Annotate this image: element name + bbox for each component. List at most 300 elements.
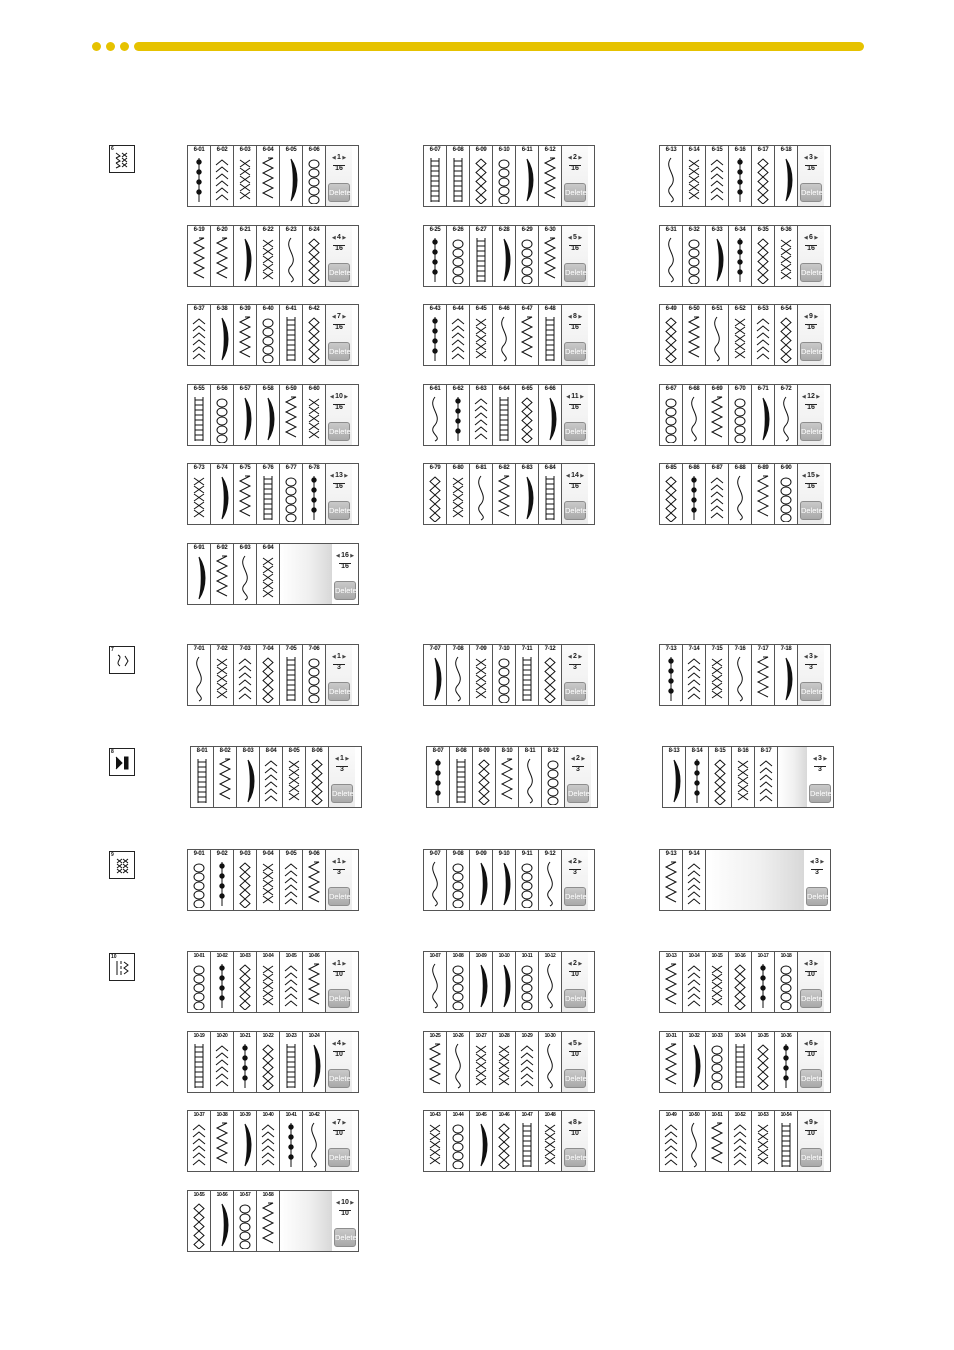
- stitch-cell[interactable]: [706, 226, 729, 286]
- next-page-arrow-icon[interactable]: ▶: [812, 654, 819, 660]
- stitch-cell[interactable]: [660, 385, 683, 445]
- stitch-cell[interactable]: [191, 747, 214, 807]
- category-icon-10[interactable]: [109, 953, 135, 981]
- stitch-cell[interactable]: [234, 850, 257, 910]
- stitch-cell[interactable]: [234, 305, 257, 365]
- prev-page-arrow-icon[interactable]: ◀: [801, 394, 808, 400]
- stitch-cell[interactable]: [752, 645, 775, 705]
- next-page-arrow-icon[interactable]: ▶: [576, 961, 583, 967]
- stitch-cell[interactable]: [188, 146, 211, 206]
- prev-page-arrow-icon[interactable]: ◀: [803, 1120, 810, 1126]
- stitch-cell[interactable]: [234, 464, 257, 524]
- stitch-cell[interactable]: [447, 226, 470, 286]
- stitch-cell[interactable]: [234, 1191, 257, 1251]
- delete-button[interactable]: Delete: [564, 682, 586, 701]
- next-page-arrow-icon[interactable]: ▶: [342, 473, 349, 479]
- stitch-cell[interactable]: [424, 146, 447, 206]
- stitch-cell[interactable]: [516, 226, 539, 286]
- delete-button[interactable]: Delete: [800, 1069, 822, 1088]
- stitch-cell[interactable]: [424, 464, 447, 524]
- stitch-cell[interactable]: [663, 747, 686, 807]
- prev-page-arrow-icon[interactable]: ◀: [801, 473, 808, 479]
- delete-button[interactable]: Delete: [328, 887, 350, 906]
- prev-page-arrow-icon[interactable]: ◀: [334, 756, 341, 762]
- stitch-cell[interactable]: [729, 385, 752, 445]
- stitch-cell[interactable]: [424, 850, 447, 910]
- stitch-cell[interactable]: [752, 1111, 775, 1171]
- stitch-cell[interactable]: [470, 850, 493, 910]
- stitch-cell[interactable]: [775, 1032, 798, 1092]
- prev-page-arrow-icon[interactable]: ◀: [331, 961, 338, 967]
- stitch-cell[interactable]: [542, 747, 565, 807]
- next-page-arrow-icon[interactable]: ▶: [812, 155, 819, 161]
- delete-button[interactable]: Delete: [564, 887, 586, 906]
- stitch-cell[interactable]: [447, 464, 470, 524]
- stitch-cell[interactable]: [447, 1111, 470, 1171]
- stitch-cell[interactable]: [709, 747, 732, 807]
- stitch-cell[interactable]: [539, 305, 562, 365]
- stitch-cell[interactable]: [427, 747, 450, 807]
- next-page-arrow-icon[interactable]: ▶: [342, 394, 349, 400]
- stitch-cell[interactable]: [493, 1032, 516, 1092]
- prev-page-arrow-icon[interactable]: ◀: [331, 859, 338, 865]
- stitch-cell[interactable]: [188, 544, 211, 604]
- stitch-cell[interactable]: [470, 226, 493, 286]
- delete-button[interactable]: Delete: [564, 501, 586, 520]
- stitch-cell[interactable]: [257, 1191, 280, 1251]
- category-icon-9[interactable]: [109, 851, 135, 879]
- stitch-cell[interactable]: [706, 305, 729, 365]
- prev-page-arrow-icon[interactable]: ◀: [331, 314, 338, 320]
- stitch-cell[interactable]: [493, 305, 516, 365]
- stitch-cell[interactable]: [539, 146, 562, 206]
- prev-page-arrow-icon[interactable]: ◀: [335, 553, 342, 559]
- stitch-cell[interactable]: [188, 464, 211, 524]
- next-page-arrow-icon[interactable]: ▶: [579, 756, 586, 762]
- prev-page-arrow-icon[interactable]: ◀: [331, 235, 338, 241]
- prev-page-arrow-icon[interactable]: ◀: [812, 756, 819, 762]
- stitch-cell[interactable]: [447, 952, 470, 1012]
- stitch-cell[interactable]: [234, 226, 257, 286]
- stitch-cell[interactable]: [493, 952, 516, 1012]
- delete-button[interactable]: Delete: [564, 263, 586, 282]
- stitch-cell[interactable]: [493, 226, 516, 286]
- stitch-cell[interactable]: [539, 850, 562, 910]
- stitch-cell[interactable]: [470, 305, 493, 365]
- stitch-cell[interactable]: [775, 305, 798, 365]
- stitch-cell[interactable]: [539, 1032, 562, 1092]
- stitch-cell[interactable]: [660, 305, 683, 365]
- stitch-cell[interactable]: [493, 464, 516, 524]
- stitch-cell[interactable]: [211, 850, 234, 910]
- next-page-arrow-icon[interactable]: ▶: [343, 756, 350, 762]
- prev-page-arrow-icon[interactable]: ◀: [809, 859, 816, 865]
- stitch-cell[interactable]: [424, 1032, 447, 1092]
- stitch-cell[interactable]: [188, 226, 211, 286]
- next-page-arrow-icon[interactable]: ▶: [340, 155, 347, 161]
- stitch-cell[interactable]: [257, 464, 280, 524]
- stitch-cell[interactable]: [211, 385, 234, 445]
- stitch-cell[interactable]: [493, 385, 516, 445]
- stitch-cell[interactable]: [752, 952, 775, 1012]
- stitch-cell[interactable]: [516, 645, 539, 705]
- stitch-cell[interactable]: [516, 1032, 539, 1092]
- category-icon-8[interactable]: [109, 748, 135, 776]
- stitch-cell[interactable]: [660, 146, 683, 206]
- stitch-cell[interactable]: [257, 146, 280, 206]
- delete-button[interactable]: Delete: [800, 682, 822, 701]
- prev-page-arrow-icon[interactable]: ◀: [567, 1120, 574, 1126]
- stitch-cell[interactable]: [539, 645, 562, 705]
- stitch-cell[interactable]: [752, 146, 775, 206]
- stitch-cell[interactable]: [211, 1032, 234, 1092]
- stitch-cell[interactable]: [280, 645, 303, 705]
- stitch-cell[interactable]: [539, 226, 562, 286]
- next-page-arrow-icon[interactable]: ▶: [812, 961, 819, 967]
- prev-page-arrow-icon[interactable]: ◀: [803, 235, 810, 241]
- stitch-cell[interactable]: [280, 952, 303, 1012]
- stitch-cell[interactable]: [424, 645, 447, 705]
- stitch-cell[interactable]: [283, 747, 306, 807]
- stitch-cell[interactable]: [214, 747, 237, 807]
- stitch-cell[interactable]: [211, 464, 234, 524]
- stitch-cell[interactable]: [303, 1111, 326, 1171]
- stitch-cell[interactable]: [775, 226, 798, 286]
- stitch-cell[interactable]: [303, 850, 326, 910]
- stitch-cell[interactable]: [303, 464, 326, 524]
- stitch-cell[interactable]: [424, 226, 447, 286]
- prev-page-arrow-icon[interactable]: ◀: [567, 314, 574, 320]
- stitch-cell[interactable]: [257, 226, 280, 286]
- stitch-cell[interactable]: [424, 952, 447, 1012]
- delete-button[interactable]: Delete: [800, 989, 822, 1008]
- stitch-cell[interactable]: [539, 385, 562, 445]
- next-page-arrow-icon[interactable]: ▶: [340, 1120, 347, 1126]
- stitch-cell[interactable]: [660, 850, 683, 910]
- delete-button[interactable]: Delete: [564, 989, 586, 1008]
- prev-page-arrow-icon[interactable]: ◀: [803, 314, 810, 320]
- next-page-arrow-icon[interactable]: ▶: [576, 314, 583, 320]
- stitch-cell[interactable]: [752, 305, 775, 365]
- prev-page-arrow-icon[interactable]: ◀: [567, 654, 574, 660]
- prev-page-arrow-icon[interactable]: ◀: [803, 654, 810, 660]
- next-page-arrow-icon[interactable]: ▶: [348, 553, 355, 559]
- delete-button[interactable]: Delete: [564, 1148, 586, 1167]
- stitch-cell[interactable]: [732, 747, 755, 807]
- next-page-arrow-icon[interactable]: ▶: [576, 859, 583, 865]
- stitch-cell[interactable]: [752, 464, 775, 524]
- stitch-cell[interactable]: [424, 385, 447, 445]
- stitch-cell[interactable]: [729, 645, 752, 705]
- next-page-arrow-icon[interactable]: ▶: [814, 473, 821, 479]
- stitch-cell[interactable]: [450, 747, 473, 807]
- stitch-cell[interactable]: [280, 1032, 303, 1092]
- stitch-cell[interactable]: [234, 1111, 257, 1171]
- stitch-cell[interactable]: [257, 544, 280, 604]
- stitch-cell[interactable]: [303, 952, 326, 1012]
- next-page-arrow-icon[interactable]: ▶: [812, 314, 819, 320]
- stitch-cell[interactable]: [188, 952, 211, 1012]
- delete-button[interactable]: Delete: [328, 263, 350, 282]
- next-page-arrow-icon[interactable]: ▶: [814, 394, 821, 400]
- stitch-cell[interactable]: [686, 747, 709, 807]
- stitch-cell[interactable]: [280, 305, 303, 365]
- stitch-cell[interactable]: [516, 305, 539, 365]
- next-page-arrow-icon[interactable]: ▶: [340, 314, 347, 320]
- stitch-cell[interactable]: [493, 645, 516, 705]
- next-page-arrow-icon[interactable]: ▶: [821, 756, 828, 762]
- stitch-cell[interactable]: [706, 1032, 729, 1092]
- stitch-cell[interactable]: [447, 305, 470, 365]
- prev-page-arrow-icon[interactable]: ◀: [331, 1120, 338, 1126]
- next-page-arrow-icon[interactable]: ▶: [576, 654, 583, 660]
- stitch-cell[interactable]: [470, 952, 493, 1012]
- delete-button[interactable]: Delete: [800, 1148, 822, 1167]
- stitch-cell[interactable]: [211, 305, 234, 365]
- stitch-cell[interactable]: [257, 385, 280, 445]
- delete-button[interactable]: Delete: [331, 784, 353, 803]
- stitch-cell[interactable]: [516, 850, 539, 910]
- stitch-cell[interactable]: [516, 1111, 539, 1171]
- stitch-cell[interactable]: [280, 1111, 303, 1171]
- stitch-cell[interactable]: [211, 226, 234, 286]
- stitch-cell[interactable]: [237, 747, 260, 807]
- stitch-cell[interactable]: [280, 464, 303, 524]
- stitch-cell[interactable]: [260, 747, 283, 807]
- stitch-cell[interactable]: [660, 226, 683, 286]
- stitch-cell[interactable]: [516, 146, 539, 206]
- delete-button[interactable]: Delete: [334, 1228, 356, 1247]
- stitch-cell[interactable]: [706, 464, 729, 524]
- stitch-cell[interactable]: [303, 645, 326, 705]
- delete-button[interactable]: Delete: [328, 501, 350, 520]
- stitch-cell[interactable]: [424, 305, 447, 365]
- stitch-cell[interactable]: [257, 850, 280, 910]
- stitch-cell[interactable]: [257, 305, 280, 365]
- stitch-cell[interactable]: [188, 305, 211, 365]
- stitch-cell[interactable]: [516, 385, 539, 445]
- prev-page-arrow-icon[interactable]: ◀: [565, 473, 572, 479]
- stitch-cell[interactable]: [683, 226, 706, 286]
- delete-button[interactable]: Delete: [806, 887, 828, 906]
- stitch-cell[interactable]: [683, 146, 706, 206]
- stitch-cell[interactable]: [775, 385, 798, 445]
- next-page-arrow-icon[interactable]: ▶: [576, 1120, 583, 1126]
- stitch-cell[interactable]: [706, 146, 729, 206]
- next-page-arrow-icon[interactable]: ▶: [578, 473, 585, 479]
- stitch-cell[interactable]: [519, 747, 542, 807]
- stitch-cell[interactable]: [188, 645, 211, 705]
- delete-button[interactable]: Delete: [328, 1069, 350, 1088]
- delete-button[interactable]: Delete: [564, 422, 586, 441]
- stitch-cell[interactable]: [234, 385, 257, 445]
- delete-button[interactable]: Delete: [800, 422, 822, 441]
- next-page-arrow-icon[interactable]: ▶: [340, 961, 347, 967]
- stitch-cell[interactable]: [473, 747, 496, 807]
- prev-page-arrow-icon[interactable]: ◀: [803, 1041, 810, 1047]
- stitch-cell[interactable]: [539, 952, 562, 1012]
- stitch-cell[interactable]: [447, 385, 470, 445]
- prev-page-arrow-icon[interactable]: ◀: [329, 394, 336, 400]
- stitch-cell[interactable]: [447, 146, 470, 206]
- stitch-cell[interactable]: [729, 464, 752, 524]
- prev-page-arrow-icon[interactable]: ◀: [570, 756, 577, 762]
- next-page-arrow-icon[interactable]: ▶: [348, 1200, 355, 1206]
- stitch-cell[interactable]: [683, 1111, 706, 1171]
- prev-page-arrow-icon[interactable]: ◀: [567, 155, 574, 161]
- next-page-arrow-icon[interactable]: ▶: [812, 1120, 819, 1126]
- delete-button[interactable]: Delete: [567, 784, 589, 803]
- delete-button[interactable]: Delete: [800, 342, 822, 361]
- stitch-cell[interactable]: [729, 1111, 752, 1171]
- stitch-cell[interactable]: [775, 952, 798, 1012]
- stitch-cell[interactable]: [660, 952, 683, 1012]
- stitch-cell[interactable]: [660, 464, 683, 524]
- stitch-cell[interactable]: [188, 385, 211, 445]
- stitch-cell[interactable]: [516, 464, 539, 524]
- prev-page-arrow-icon[interactable]: ◀: [335, 1200, 342, 1206]
- stitch-cell[interactable]: [706, 645, 729, 705]
- category-icon-7[interactable]: [109, 646, 135, 674]
- stitch-cell[interactable]: [188, 1111, 211, 1171]
- next-page-arrow-icon[interactable]: ▶: [818, 859, 825, 865]
- stitch-cell[interactable]: [280, 226, 303, 286]
- stitch-cell[interactable]: [470, 464, 493, 524]
- stitch-cell[interactable]: [280, 850, 303, 910]
- stitch-cell[interactable]: [752, 226, 775, 286]
- stitch-cell[interactable]: [729, 1032, 752, 1092]
- prev-page-arrow-icon[interactable]: ◀: [331, 654, 338, 660]
- stitch-cell[interactable]: [211, 146, 234, 206]
- delete-button[interactable]: Delete: [800, 263, 822, 282]
- stitch-cell[interactable]: [303, 305, 326, 365]
- prev-page-arrow-icon[interactable]: ◀: [567, 859, 574, 865]
- next-page-arrow-icon[interactable]: ▶: [578, 394, 584, 400]
- stitch-cell[interactable]: [257, 952, 280, 1012]
- stitch-cell[interactable]: [234, 1032, 257, 1092]
- stitch-cell[interactable]: [729, 146, 752, 206]
- delete-button[interactable]: Delete: [564, 183, 586, 202]
- stitch-cell[interactable]: [447, 850, 470, 910]
- stitch-cell[interactable]: [775, 645, 798, 705]
- delete-button[interactable]: Delete: [328, 342, 350, 361]
- stitch-cell[interactable]: [234, 146, 257, 206]
- stitch-cell[interactable]: [188, 850, 211, 910]
- stitch-cell[interactable]: [303, 385, 326, 445]
- stitch-cell[interactable]: [211, 1191, 234, 1251]
- next-page-arrow-icon[interactable]: ▶: [576, 235, 583, 241]
- stitch-cell[interactable]: [683, 850, 706, 910]
- stitch-cell[interactable]: [539, 464, 562, 524]
- delete-button[interactable]: Delete: [328, 989, 350, 1008]
- stitch-cell[interactable]: [447, 645, 470, 705]
- next-page-arrow-icon[interactable]: ▶: [576, 1041, 583, 1047]
- delete-button[interactable]: Delete: [328, 183, 350, 202]
- prev-page-arrow-icon[interactable]: ◀: [803, 155, 810, 161]
- stitch-cell[interactable]: [470, 385, 493, 445]
- prev-page-arrow-icon[interactable]: ◀: [567, 961, 574, 967]
- prev-page-arrow-icon[interactable]: ◀: [331, 155, 338, 161]
- stitch-cell[interactable]: [493, 1111, 516, 1171]
- stitch-cell[interactable]: [470, 1032, 493, 1092]
- stitch-cell[interactable]: [516, 952, 539, 1012]
- category-icon-6[interactable]: [109, 145, 135, 173]
- stitch-cell[interactable]: [493, 146, 516, 206]
- next-page-arrow-icon[interactable]: ▶: [340, 235, 347, 241]
- stitch-cell[interactable]: [775, 464, 798, 524]
- stitch-cell[interactable]: [683, 1032, 706, 1092]
- next-page-arrow-icon[interactable]: ▶: [812, 235, 819, 241]
- prev-page-arrow-icon[interactable]: ◀: [329, 473, 336, 479]
- stitch-cell[interactable]: [303, 1032, 326, 1092]
- stitch-cell[interactable]: [280, 146, 303, 206]
- stitch-cell[interactable]: [234, 544, 257, 604]
- stitch-cell[interactable]: [280, 385, 303, 445]
- stitch-cell[interactable]: [729, 226, 752, 286]
- stitch-cell[interactable]: [729, 952, 752, 1012]
- stitch-cell[interactable]: [211, 645, 234, 705]
- stitch-cell[interactable]: [303, 146, 326, 206]
- stitch-cell[interactable]: [706, 952, 729, 1012]
- stitch-cell[interactable]: [447, 1032, 470, 1092]
- stitch-cell[interactable]: [496, 747, 519, 807]
- delete-button[interactable]: Delete: [328, 682, 350, 701]
- stitch-cell[interactable]: [660, 645, 683, 705]
- next-page-arrow-icon[interactable]: ▶: [340, 654, 347, 660]
- next-page-arrow-icon[interactable]: ▶: [812, 1041, 819, 1047]
- stitch-cell[interactable]: [211, 544, 234, 604]
- stitch-cell[interactable]: [775, 146, 798, 206]
- stitch-cell[interactable]: [729, 305, 752, 365]
- prev-page-arrow-icon[interactable]: ◀: [567, 1041, 574, 1047]
- stitch-cell[interactable]: [539, 1111, 562, 1171]
- stitch-cell[interactable]: [234, 645, 257, 705]
- delete-button[interactable]: Delete: [564, 342, 586, 361]
- prev-page-arrow-icon[interactable]: ◀: [567, 235, 574, 241]
- delete-button[interactable]: Delete: [328, 1148, 350, 1167]
- stitch-cell[interactable]: [775, 1111, 798, 1171]
- stitch-cell[interactable]: [683, 952, 706, 1012]
- stitch-cell[interactable]: [752, 1032, 775, 1092]
- stitch-cell[interactable]: [424, 1111, 447, 1171]
- stitch-cell[interactable]: [660, 1111, 683, 1171]
- stitch-cell[interactable]: [257, 1032, 280, 1092]
- stitch-cell[interactable]: [493, 850, 516, 910]
- prev-page-arrow-icon[interactable]: ◀: [331, 1041, 338, 1047]
- delete-button[interactable]: Delete: [800, 501, 822, 520]
- stitch-cell[interactable]: [211, 952, 234, 1012]
- delete-button[interactable]: Delete: [564, 1069, 586, 1088]
- stitch-cell[interactable]: [683, 645, 706, 705]
- stitch-cell[interactable]: [257, 1111, 280, 1171]
- prev-page-arrow-icon[interactable]: ◀: [566, 394, 572, 400]
- stitch-cell[interactable]: [306, 747, 329, 807]
- stitch-cell[interactable]: [257, 645, 280, 705]
- next-page-arrow-icon[interactable]: ▶: [340, 859, 347, 865]
- stitch-cell[interactable]: [755, 747, 778, 807]
- delete-button[interactable]: Delete: [334, 581, 356, 600]
- stitch-cell[interactable]: [470, 146, 493, 206]
- stitch-cell[interactable]: [683, 464, 706, 524]
- delete-button[interactable]: Delete: [328, 422, 350, 441]
- stitch-cell[interactable]: [683, 385, 706, 445]
- stitch-cell[interactable]: [211, 1111, 234, 1171]
- prev-page-arrow-icon[interactable]: ◀: [803, 961, 810, 967]
- stitch-cell[interactable]: [683, 305, 706, 365]
- next-page-arrow-icon[interactable]: ▶: [576, 155, 583, 161]
- delete-button[interactable]: Delete: [809, 784, 831, 803]
- stitch-cell[interactable]: [470, 1111, 493, 1171]
